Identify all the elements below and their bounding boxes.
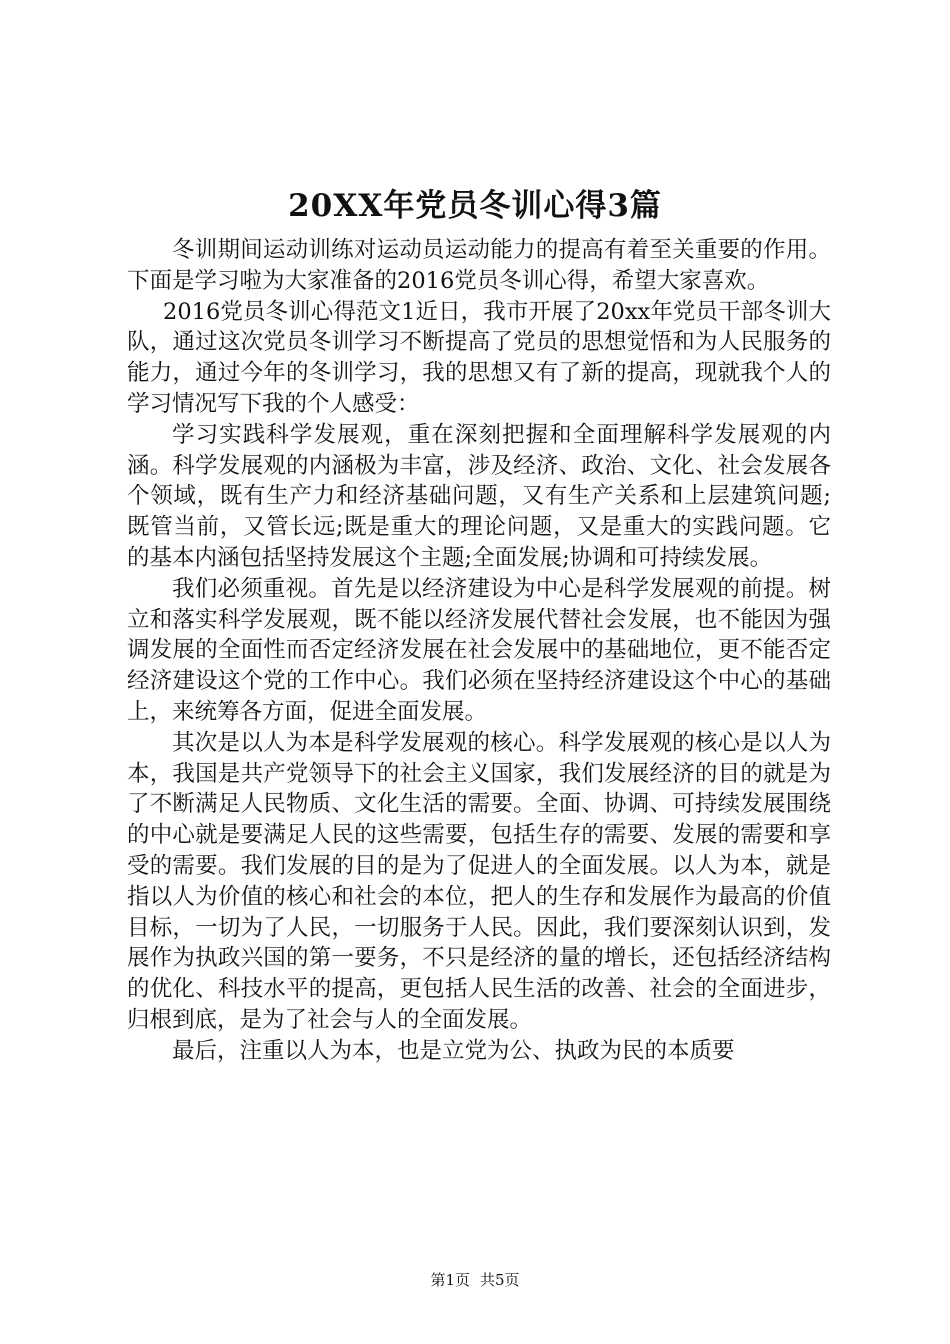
document-body [127,235,831,1067]
paragraph-scientific-outlook: 学习实践科学发展观，重在深刻把握和全面理解科学发展观的内涵。科学发展观的内涵极为丰富，涉及经济、政治、文化、社会发展各个领域，既有生产力和经济基础问题，又有生产关系和上层建筑问题;既管当前，又管长远;既是重大的理论问题，又是重大的实践问题。它的基本内涵包括坚持发展这个主题;全面发展;协调和可持续发展。 [127,421,831,571]
paragraph-intro: 冬训期间运动训练对运动员运动能力的提高有着至关重要的作用。下面是学习啦为大家准备的2016党员冬训心得，希望大家喜欢。 [127,237,831,294]
paragraph-economic-construction: 我们必须重视。首先是以经济建设为中心是科学发展观的前提。树立和落实科学发展观，既不能以经济发展代替社会发展，也不能因为强调发展的全面性而否定经济发展在社会发展中的基础地位，更不能否定经济建设这个党的工作中心。我们必须在坚持经济建设这个中心的基础上，来统筹各方面，促进全面发展。 [127,575,831,725]
paragraph-finally: 最后，注重以人为本，也是立党为公、执政为民的本质要 [172,1037,735,1064]
paragraph-people-oriented: 其次是以人为本是科学发展观的核心。科学发展观的核心是以人为本，我国是共产党领导下的社会主义国家，我们发展经济的目的就是为了不断满足人民物质、文化生活的需要。全面、协调、可持续发展围绕的中心就是要满足人民的这些需要，包括生存的需要、发展的需要和享受的需要。我们发展的目的是为了促进人的全面发展。以人为本，就是指以人为价值的核心和社会的本位，把人的生存和发展作为最高的价值目标，一切为了人民，一切服务于人民。因此，我们要深刻认识到，发展作为执政兴国的第一要务，不只是经济的量的增长，还包括经济结构的优化、科技水平的提高，更包括人民生活的改善、社会的全面进步，归根到底，是为了社会与人的全面发展。 [127,729,831,1033]
page-footer [0,1270,950,1290]
paragraph-sample-1: 2016党员冬训心得范文1近日，我市开展了20xx年党员干部冬训大队，通过这次党员冬训学习不断提高了党员的思想觉悟和为人民服务的能力，通过今年的冬训学习，我的思想又有了新的提高，现就我个人的学习情况写下我的个人感受： [127,298,831,417]
document-title: 20XX年党员冬训心得3篇 [288,188,662,224]
page-number: 第1页 [430,1271,470,1289]
page-total: 共5页 [480,1271,520,1289]
